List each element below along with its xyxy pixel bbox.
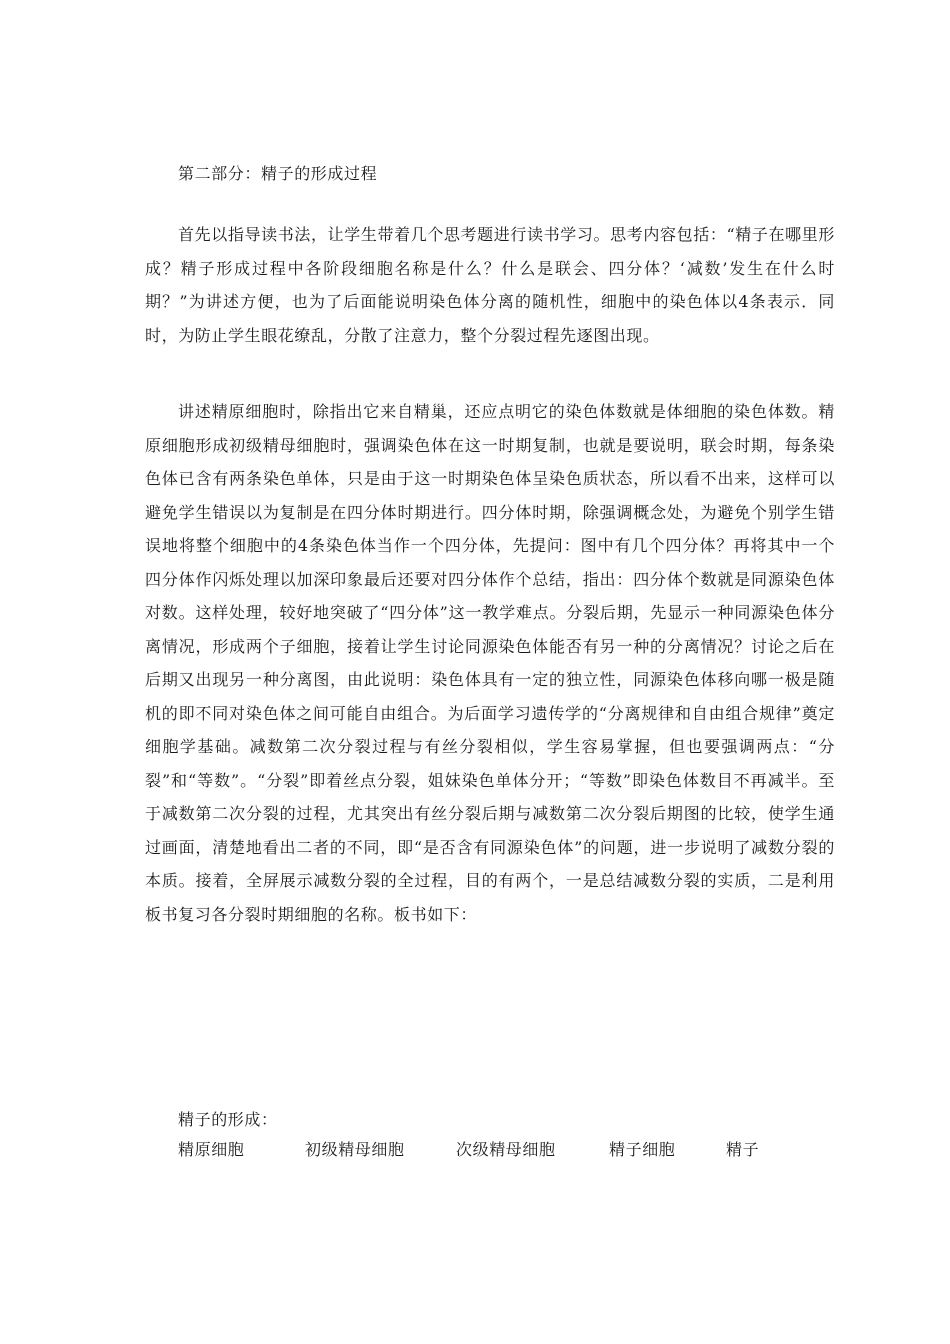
stage-sequence	[178, 1138, 838, 1162]
board-title: 精子的形成：	[178, 1110, 278, 1129]
section-title: 第二部分：精子的形成过程	[178, 164, 378, 183]
stage-spermatogonium: 精原细胞	[178, 1140, 245, 1159]
stage-primary-spermatocyte: 初级精母细胞	[305, 1140, 405, 1159]
paragraph-intro: 首先以指导读书法，让学生带着几个思考题进行读书学习。思考内容包括：“精子在哪里形成？精子形成过程中各阶段细胞名称是什么？什么是联会、四分体？‘减数’发生在什么时期？”为讲述方便，也为了后面能说明染色体分离的随机性，细胞中的染色体以4条表示．同时，为防止学生眼花缭乱，分散了注意力，整个分裂过程先逐图出现。	[145, 225, 835, 345]
stage-secondary-spermatocyte: 次级精母细胞	[456, 1140, 556, 1159]
stage-spermatid: 精子细胞	[609, 1140, 676, 1159]
paragraph-explanation: 讲述精原细胞时，除指出它来自精巢，还应点明它的染色体数就是体细胞的染色体数。精原细胞形成初级精母细胞时，强调染色体在这一时期复制，也就是要说明，联会时期，每条染色体已含有两条染色单体，只是由于这一时期染色体呈染色质状态，所以看不出来，这样可以避免学生错误以为复制是在四分体时期进行。四分体时期，除强调概念处，为避免个别学生错误地将整个细胞中的4条染色体当作一个四分体，先提问：图中有几个四分体？再将其中一个四分体作闪烁处理以加深印象最后还要对四分体作个总结，指出：四分体个数就是同源染色体对数。这样处理，较好地突破了“四分体”这一教学难点。分裂后期，先显示一种同源染色体分离情况，形成两个子细胞，接着让学生讨论同源染色体能否有另一种的分离情况？讨论之后在后期又出现另一种分离图，由此说明：染色体具有一定的独立性，同源染色体移向哪一极是随机的即不同对染色体之间可能自由组合。为后面学习遗传学的“分离规律和自由组合规律”奠定细胞学基础。减数第二次分裂过程与有丝分裂相似，学生容易掌握，但也要强调两点：“分裂”和“等数”。“分裂”即着丝点分裂，姐妹染色单体分开；“等数”即染色体数目不再减半。至于减数第二次分裂的过程，尤其突出有丝分裂后期与减数第二次分裂后期图的比较，使学生通过画面，清楚地看出二者的不同，即“是否含有同源染色体”的问题，进一步说明了减数分裂的本质。接着，全屏展示减数分裂的全过程，目的有两个，一是总结减数分裂的实质，二是利用板书复习各分裂时期细胞的名称。板书如下：	[145, 402, 835, 924]
stage-sperm: 精子	[726, 1140, 760, 1159]
